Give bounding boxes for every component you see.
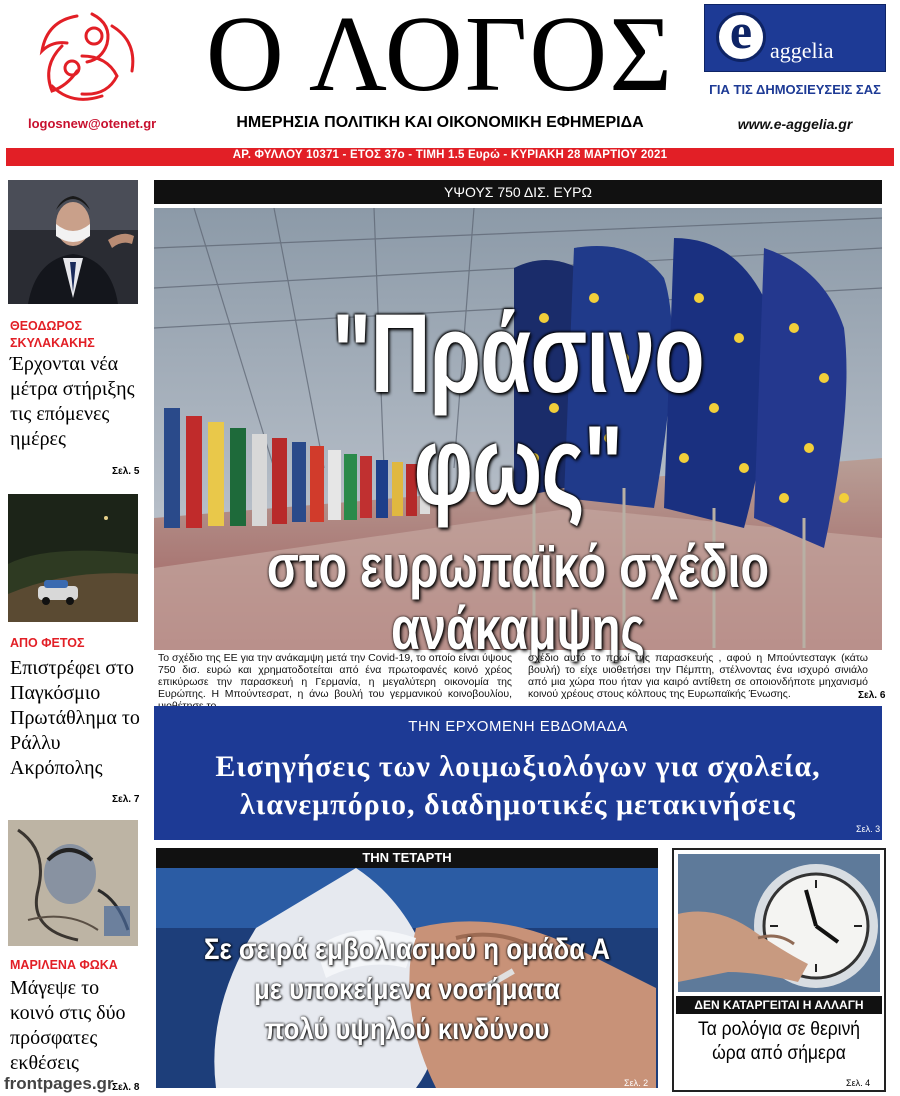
vaccine-story-headline-line: Σε σειρά εμβολιασμού η ομάδα Α	[204, 933, 610, 966]
eaggelia-slogan: ΓΙΑ ΤΙΣ ΔΗΜΟΣΙΕΥΣΕΙΣ ΣΑΣ	[709, 82, 881, 97]
main-story-body-left: Το σχέδιο της ΕΕ για την ανάκαμψη μετά την Covid-19, το οποίο είναι ύψους 750 δισ. ευρώ και χρηματοδοτείται από ένα πρωτοφανές κοινό χρέος επικύρωσε την παρασκευή η Γερμανία, η μεγαλύτερη οικονομία της Ευρώπης. Η Μπούντεσρατ, η άνω βουλή του γερμανικού κοινοβουλίου,	[158, 652, 512, 700]
sidebar-kicker: ΑΠΟ ΦΕΤΟΣ	[10, 636, 85, 650]
newspaper-email[interactable]: logosnew@otenet.gr	[28, 116, 157, 131]
sidebar-headline[interactable]: Επιστρέφει στο Παγκόσμιο Πρωτάθλημα το Ράλλυ Ακρόπολης	[10, 657, 140, 779]
clock-story-headline[interactable]: Τα ρολόγια σε θερινή ώρα από σήμερα	[697, 1019, 861, 1064]
sidebar-photo-rally[interactable]	[8, 494, 138, 622]
sidebar-photo-painting[interactable]	[8, 820, 138, 946]
vaccine-story-headline[interactable]	[191, 930, 623, 1050]
page-reference: Σελ. 5	[112, 466, 140, 477]
vaccine-story-kicker: ΤΗΝ ΤΕΤΑΡΤΗ	[156, 848, 658, 868]
sidebar-headline[interactable]: Έρχονται νέα μέτρα στήριξης τις επόμενες ημέρες	[10, 353, 135, 450]
page-reference: Σελ. 2	[624, 1078, 649, 1088]
clock-story-kicker: ΔΕΝ ΚΑΤΑΡΓΕΙΤΑΙ Η ΑΛΛΑΓΗ	[676, 996, 882, 1014]
main-headline-bottom[interactable]: στο ευρωπαϊκό σχέδιο ανάκαμψης	[266, 533, 770, 662]
page-reference: Σελ. 3	[856, 824, 881, 834]
logo-illustration	[22, 6, 162, 114]
week-story-headline-line: λιανεμπόριο, διαδημοτικές μετακινήσεις	[240, 788, 796, 821]
clock-photo[interactable]	[678, 854, 880, 992]
main-story-body-right: σχέδιο αυτό το πρωί της παρασκευής , αφού η Μπούντεσταγκ (κάτω βουλή) το είχε υιοθετήσει την Πέμπτη, στέλνοντας ένα ισχυρό σινιάλο από μια χώρα που ήταν για καιρό αντίθετη σε οποιονδήποτε μηχανισμό κοινού χρέους στους κόλπους της Ευρωπαϊκής Ένωσης.	[528, 652, 868, 700]
sidebar-kicker: ΘΕΟΔΩΡΟΣ ΣΚΥΛΑΚΑΚΗΣ	[10, 319, 95, 350]
vaccine-story-headline-line: με υποκείμενα νοσήματα	[253, 973, 561, 1006]
page-reference: Σελ. 4	[846, 1078, 871, 1088]
eaggelia-logo-letter: e	[729, 3, 753, 59]
page-reference: Σελ. 7	[112, 794, 140, 805]
eaggelia-url[interactable]: www.e-aggelia.gr	[737, 116, 853, 132]
sidebar-headline[interactable]: Μάγεψε το κοινό στις δύο πρόσφατες εκθέσεις	[10, 977, 126, 1074]
main-headline-top[interactable]: "Πράσινο φως"	[332, 291, 704, 528]
newspaper-subtitle: ΗΜΕΡΗΣΙΑ ΠΟΛΙΤΙΚΗ ΚΑΙ ΟΙΚΟΝΟΜΙΚΗ ΕΦΗΜΕΡΙΔΑ	[236, 114, 644, 131]
newspaper-title: Ο ΛΟΓΟΣ	[205, 0, 675, 114]
vaccine-story-headline-line: πολύ υψηλού κινδύνου	[264, 1013, 550, 1046]
issue-info: ΑΡ. ΦΥΛΛΟΥ 10371 - ΕΤΟΣ 37ο - ΤΙΜΗ 1.5 Ευρώ - ΚΥΡΙΑΚΗ 28 ΜΑΡΤΙΟΥ 2021	[232, 149, 668, 161]
sidebar-kicker: ΜΑΡΙΛΕΝΑ ΦΩΚΑ	[10, 958, 118, 972]
week-story-kicker: ΤΗΝ ΕΡΧΟΜΕΝΗ ΕΒΔΟΜΑΔΑ	[408, 718, 628, 735]
main-story-kicker: ΥΨΟΥΣ 750 ΔΙΣ. ΕΥΡΩ	[154, 180, 882, 204]
eaggelia-logo-word: aggelia	[770, 38, 834, 63]
page-reference: Σελ. 6	[858, 690, 886, 701]
source-watermark: frontpages.gr	[4, 1074, 114, 1093]
page-reference: Σελ. 8	[112, 1082, 140, 1093]
sidebar-photo-minister[interactable]	[8, 180, 138, 304]
week-story-headline[interactable]	[154, 748, 882, 824]
week-story-headline-line: Εισηγήσεις των λοιμωξιολόγων για σχολεία,	[215, 750, 821, 783]
